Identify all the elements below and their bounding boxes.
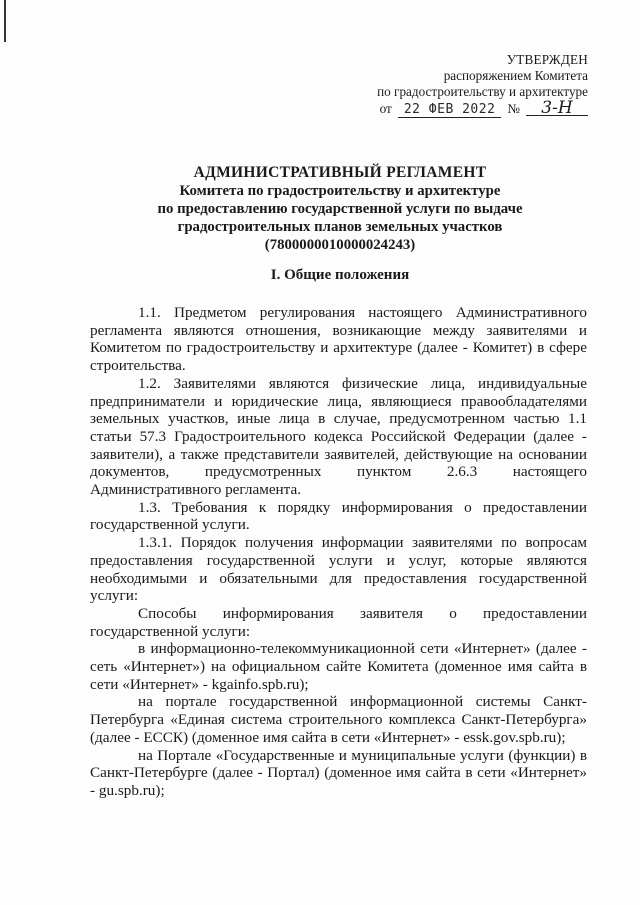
document-title: АДМИНИСТРАТИВНЫЙ РЕГЛАМЕНТ — [193, 164, 487, 181]
document-heading — [90, 164, 590, 254]
number-label: № — [507, 101, 520, 116]
approval-date-line — [288, 98, 588, 118]
paragraph-essk: на портале государственной информационной системы Санкт-Петербурга «Единая система строительного комплекса Санкт-Петербурга» (далее - ЕССК) (доменное имя сайта в сети «Интернет» - essk.gov.spb.ru); — [90, 693, 587, 746]
approval-number: 3-Н — [526, 101, 588, 116]
paragraph-internet: в информационно-телекоммуникационной сети «Интернет» (далее - сеть «Интернет») на официальном сайте Комитета (доменное имя сайта в сети «Интернет» - kgainfo.spb.ru); — [90, 640, 587, 693]
section-title: I. Общие положения — [270, 267, 410, 283]
paragraph-info-methods: Способы информирования заявителя о предоставлении государственной услуги: — [90, 604, 587, 640]
document-body — [90, 304, 587, 800]
service-code: (7800000010000024243) — [264, 237, 416, 253]
approval-line-2: по градостроительству и архитектуре — [377, 84, 588, 99]
approval-line-1: распоряжением Комитета — [443, 68, 588, 83]
approval-date: 22 ФЕВ 2022 — [398, 103, 502, 118]
heading-line-4: градостроительных планов земельных участков — [177, 219, 503, 235]
paragraph-1-3-1: 1.3.1. Порядок получения информации заявителями по вопросам предоставления государственной услуги и услуг, которые являются необходимыми и обязательными для предоставления государственной услуги: — [90, 534, 587, 605]
approval-stamp — [288, 52, 588, 118]
heading-line-2: Комитета по градостроительству и архитектуре — [179, 183, 501, 199]
paragraph-portal: на Портале «Государственные и муниципальные услуги (функции) в Санкт-Петербурге (далее - Портал) (доменное имя сайта в сети «Интернет» - gu.spb.ru); — [90, 746, 587, 799]
paragraph-1-3: 1.3. Требования к порядку информирования о предоставлении государственной услуги. — [90, 498, 587, 534]
page-edge-mark — [4, 0, 6, 42]
approval-title: УТВЕРЖДЕН — [506, 52, 588, 67]
heading-line-3: по предоставлению государственной услуги по выдаче — [157, 201, 523, 217]
paragraph-1-2: 1.2. Заявителями являются физические лица, индивидуальные предприниматели и юридические лица, являющиеся правообладателями земельных участков, иные лица в случае, предусмотренном частью 1.1 статьи 57.3 Градостроительного кодекса Российской Федерации (далее - заявители), а также представители заявителей, действующие на основании документов, предусмотренных пунктом 2.6.3 настоящего Административного регламента. — [90, 374, 587, 499]
paragraph-1-1: 1.1. Предметом регулирования настоящего Административного регламента являются отношения, возникающие между заявителями и Комитетом по градостроительству и архитектуре (далее - Комитет) в сфере строительства. — [90, 304, 587, 375]
date-label: от — [379, 101, 392, 116]
